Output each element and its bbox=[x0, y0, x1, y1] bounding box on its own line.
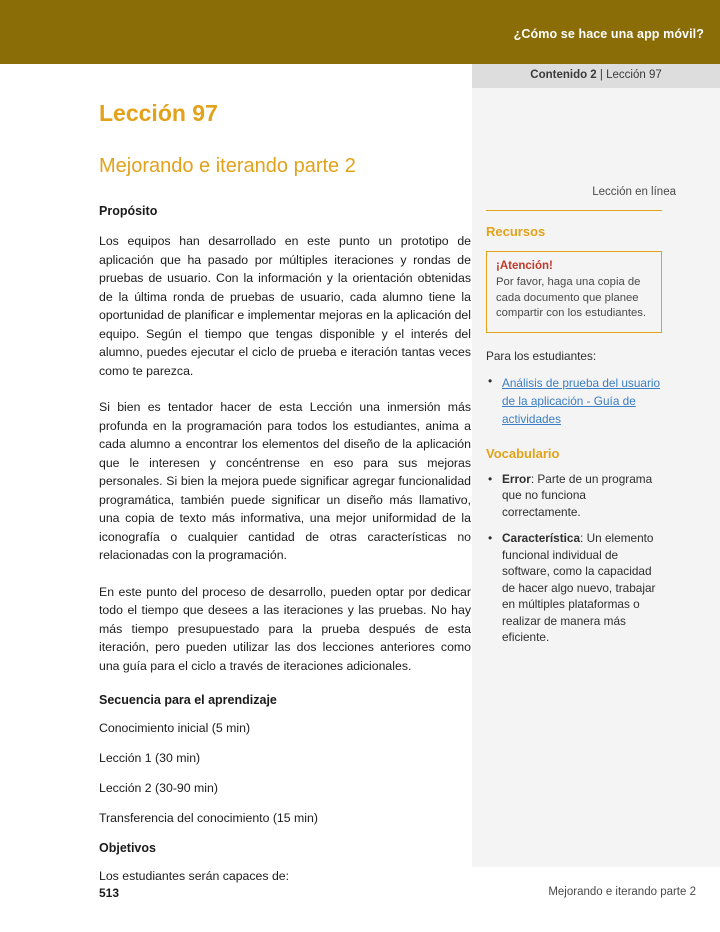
resource-link-list bbox=[486, 374, 662, 428]
sidebar-tab-prefix: Contenido 2 bbox=[530, 69, 597, 81]
objectives-heading: Objetivos bbox=[99, 841, 156, 855]
page-header-bar bbox=[0, 0, 720, 64]
main-content bbox=[99, 100, 471, 899]
sequence-item: Transferencia del conocimiento (15 min) bbox=[99, 811, 318, 825]
bullet-icon: • bbox=[488, 373, 493, 388]
sidebar-tab-separator: | bbox=[596, 69, 607, 81]
bullet-icon: • bbox=[488, 471, 493, 486]
vocabulary-term: Error bbox=[502, 471, 531, 486]
vocabulary-item bbox=[486, 471, 662, 521]
purpose-paragraph: Si bien es tentador hacer de esta Lección una inmersión más profunda en la programación para todos los estudiantes, anima a cada alumno a encontrar los elementos del diseño de la aplicación que le interesen y concéntrense en eso para sus mejoras personales. Si bien la mejora puede significar agregar funcionalidad programática, también puede significar un diseño más llamativo, una copia de texto más informativa, una mejor uniformidad de la iconografía o cualquier cantidad de otras características no relacionadas con la programación. bbox=[99, 400, 471, 562]
attention-note-title: ¡Atención! bbox=[496, 260, 553, 272]
sequence-item: Lección 2 (30-90 min) bbox=[99, 781, 218, 795]
sidebar-tab-lesson: Lección 97 bbox=[606, 69, 662, 81]
sidebar-content bbox=[486, 100, 676, 656]
sequence-heading: Secuencia para el aprendizaje bbox=[99, 693, 277, 707]
objectives-intro: Los estudiantes serán capaces de: bbox=[99, 869, 290, 883]
online-lesson-label: Lección en línea bbox=[592, 186, 676, 198]
sequence-item: Conocimiento inicial (5 min) bbox=[99, 721, 251, 735]
bullet-icon: • bbox=[488, 531, 493, 545]
divider bbox=[486, 210, 662, 211]
purpose-heading: Propósito bbox=[99, 204, 158, 218]
page-title: Mejorando e iterando parte 2 bbox=[99, 155, 356, 177]
attention-note bbox=[486, 251, 662, 333]
purpose-paragraph: En este punto del proceso de desarrollo, pueden optar por dedicar todo el tiempo que desees a las iteraciones y las pruebas. No hay más tiempo presupuestado para la prueba después de esta iteración, pero pueden utilizar las dos lecciones anteriores como una guía para el ciclo a través de iteraciones adicionales. bbox=[99, 584, 471, 673]
resource-link[interactable]: Análisis de prueba del usuario de la aplicación - Guía de actividades bbox=[502, 375, 661, 426]
vocabulary-term: Característica bbox=[502, 531, 581, 545]
vocabulary-item bbox=[486, 530, 662, 646]
sequence-item: Lección 1 (30 min) bbox=[99, 751, 201, 765]
vocabulary-definition: : Un elemento funcional individual de software, como la capacidad de hacer algo nuevo, trabajar en múltiples plataformas o realizar de manera más eficiente. bbox=[502, 531, 656, 644]
purpose-paragraph: Los equipos han desarrollado en este punto un prototipo de aplicación que ha pasado por múltiples iteraciones y rondas de pruebas de usuario. Con la información y la orientación obtenidas de la última ronda de pruebas de usuario, cada alumno tiene la oportunidad de planificar e implementar mejoras en la aplicación del equipo. Según el tiempo que tengas disponible y el interés del alumno, puedes ejecutar el ciclo de prueba e iteración tantas veces como te parezca. bbox=[99, 234, 471, 378]
attention-note-body: Por favor, haga una copia de cada documento que planee compartir con los estudiantes. bbox=[496, 276, 647, 319]
page-number: 513 bbox=[99, 886, 120, 900]
header-title: ¿Cómo se hace una app móvil? bbox=[513, 27, 704, 41]
vocabulary-definition: : Parte de un programa que no funciona correctamente. bbox=[502, 471, 653, 519]
footer-running-title: Mejorando e iterando parte 2 bbox=[548, 886, 696, 898]
for-students-label: Para los estudiantes: bbox=[486, 348, 597, 363]
sidebar-tab-bar bbox=[472, 64, 720, 88]
lesson-number: Lección 97 bbox=[99, 100, 218, 126]
sidebar-tab-label bbox=[472, 69, 720, 81]
resources-heading: Recursos bbox=[486, 224, 546, 239]
vocabulary-heading: Vocabulario bbox=[486, 445, 560, 461]
